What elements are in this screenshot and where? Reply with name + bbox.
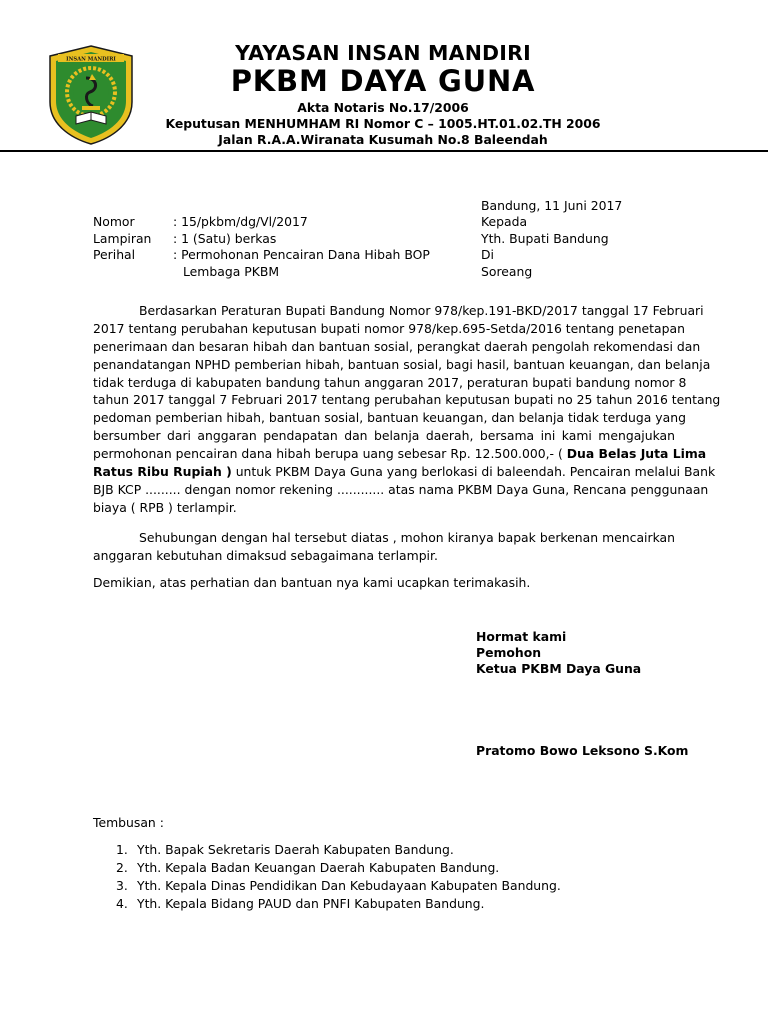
paragraph-line: penerimaan dan besaran hibah dan bantuan sosial, perangkat daerah pengolah rekomendasi dan [93,338,701,354]
recipient-name: Yth. Bupati Bandung [481,231,609,246]
closing-paragraph: Demikian, atas perhatian dan bantuan nya kami ucapkan terimakasih. [93,575,531,590]
paragraph-line: tahun 2017 tanggal 7 Februari 2017 tentang perubahan keputusan bupati no 25 tahun 2016 tentang [93,392,721,408]
paragraph-line: BJB KCP ......... dengan nomor rekening ............ atas nama PKBM Daya Guna, Rencana penggunaan [93,481,709,497]
address: Jalan R.A.A.Wiranata Kusumah No.8 Baleendah [218,132,548,147]
cc-list [116,841,561,913]
signature-position: Ketua PKBM Daya Guna [476,661,642,676]
letterhead-divider [0,150,768,152]
subject-value-continued: Lembaga PKBM [183,264,280,279]
notary-deed: Akta Notaris No.17/2006 [297,100,469,115]
paragraph-line: penandatangan NPHD pemberian hibah, bantuan sosial, bagi hasil, bantuan keuangan, dan belanja [93,356,711,372]
paragraph-line: pedoman pemberian hibah, bantuan sosial, bantuan keuangan, dan belanja tidak terduga yang [93,410,686,426]
recipient-to: Kepada [481,214,528,229]
cc-item-number: 2. [116,859,128,875]
cc-item-number: 1. [116,842,128,857]
paragraph-line: biaya ( RPB ) terlampir. [93,499,237,515]
cc-item [116,895,561,913]
recipient-at: Di [481,247,494,262]
cc-item-text: Yth. Bapak Sekretaris Daerah Kabupaten Bandung. [137,842,454,857]
body-paragraph-1 [93,302,721,517]
signatory-name: Pratomo Bowo Leksono S.Kom [476,743,689,758]
paragraph-line: 2017 tentang perubahan keputusan bupati nomor 978/kep.695-Setda/2016 tentang penetapan [93,320,685,336]
paragraph-line: Berdasarkan Peraturan Bupati Bandung Nomor 978/kep.191-BKD/2017 tanggal 17 Februari [139,303,704,318]
attachment-label: Lampiran [93,231,152,246]
paragraph-line [93,445,707,463]
foundation-name: YAYASAN INSAN MANDIRI [235,41,531,65]
letter-date: Bandung, 11 Juni 2017 [481,198,623,213]
paragraph-line: tidak terduga di kabupaten bandung tahun anggaran 2017, peraturan bupati bandung nomor 8 [93,374,687,390]
cc-item [116,841,561,859]
cc-item [116,859,561,877]
cc-item [116,877,561,895]
amount-text: permohonan pencairan dana hibah berupa uang sebesar Rp. 12.500.000,- ( [93,446,563,462]
subject-label: Perihal [93,247,136,262]
cc-label: Tembusan : [93,815,164,830]
cc-item-number: 3. [116,877,128,893]
attachment-value: : 1 (Satu) berkas [173,231,277,246]
amount-words-1: Dua Belas Juta Lima [566,446,707,462]
cc-item-text: Yth. Kepala Dinas Pendidikan Dan Kebudayaan Kabupaten Bandung. [137,877,561,893]
paragraph-line: bersumber dari anggaran pendapatan dan belanja daerah, bersama ini kami mengajukan [93,428,675,444]
signature-role: Pemohon [476,645,542,660]
paragraph-line: anggaran kebutuhan dimaksud sebagaimana terlampir. [93,547,438,563]
logo-emblem [46,44,136,146]
shield-emblem-icon [46,44,136,146]
paragraph-line [93,463,716,481]
cc-item-text: Yth. Kepala Bidang PAUD dan PNFI Kabupaten Bandung. [137,895,485,911]
recipient-place: Soreang [481,264,533,279]
logo-text: INSAN MANDIRI [66,56,116,63]
school-name: PKBM DAYA GUNA [230,64,536,98]
location-text: untuk PKBM Daya Guna yang berlokasi di baleendah. Pencairan melalui Bank [231,464,716,480]
cc-item-number: 4. [116,895,128,911]
ministry-decree: Keputusan MENHUMHAM RI Nomor C – 1005.HT.01.02.TH 2006 [165,116,601,131]
amount-words-2: Ratus Ribu Rupiah ) [93,464,232,480]
subject-value: : Permohonan Pencairan Dana Hibah BOP [173,247,430,262]
number-label: Nomor [93,214,135,229]
body-paragraph-2 [93,529,675,565]
signature-regards: Hormat kami [476,629,567,644]
cc-item-text: Yth. Kepala Badan Keuangan Daerah Kabupaten Bandung. [137,859,500,875]
number-value: : 15/pkbm/dg/Vl/2017 [173,214,308,229]
paragraph-line: Sehubungan dengan hal tersebut diatas , mohon kiranya bapak berkenan mencairkan [139,530,675,545]
